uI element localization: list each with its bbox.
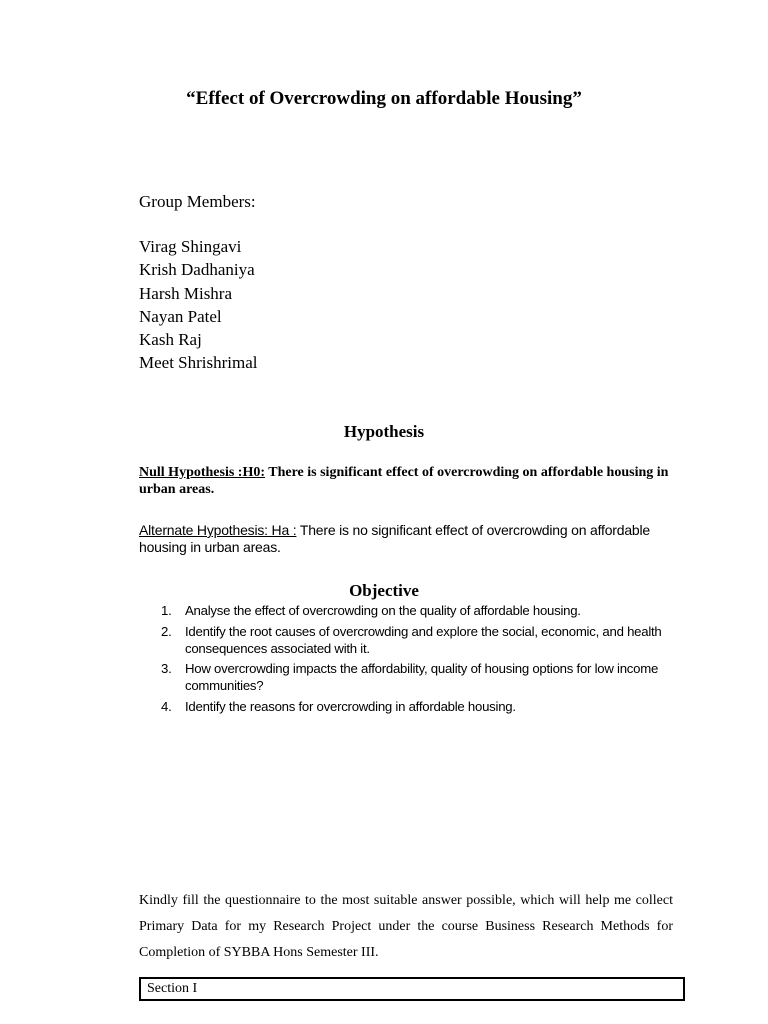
member-name: Nayan Patel — [139, 306, 222, 326]
null-hypothesis-label: Null Hypothesis :H0: — [139, 465, 266, 480]
alternate-hypothesis — [139, 522, 684, 556]
objective-heading: Objective — [349, 581, 419, 600]
document-title: “Effect of Overcrowding on affordable Housing” — [186, 88, 582, 109]
member-name: Krish Dadhaniya — [139, 260, 255, 280]
objective-text: Analyse the effect of overcrowding on the quality of affordable housing. — [185, 603, 581, 618]
alternate-hypothesis-text: There is no significant effect of overcrowding on affordable housing in urban areas. — [139, 522, 651, 555]
hypothesis-heading: Hypothesis — [343, 422, 425, 441]
group-members-list — [139, 235, 258, 375]
objective-number: 4. — [161, 698, 172, 714]
null-hypothesis — [139, 464, 684, 498]
group-members-label: Group Members: — [139, 192, 256, 211]
objectives-list — [139, 602, 684, 718]
objective-text: Identify the root causes of overcrowding and explore the social, economic, and health consequences associated with it. — [185, 623, 662, 656]
member-name: Kash Raj — [139, 330, 202, 350]
null-hypothesis-text: There is significant effect of overcrowding on affordable housing in urban areas. — [139, 465, 669, 497]
objective-text: How overcrowding impacts the affordability, quality of housing options for low income communities? — [185, 661, 659, 693]
objective-item — [139, 698, 684, 715]
section-box — [139, 977, 685, 1001]
alternate-hypothesis-label: Alternate Hypothesis: Ha : — [139, 522, 297, 538]
objective-text: Identify the reasons for overcrowding in affordable housing. — [185, 698, 516, 714]
member-name: Meet Shrishrimal — [139, 353, 258, 373]
objective-number: 3. — [161, 661, 172, 676]
objective-item — [139, 660, 684, 694]
questionnaire-intro: Kindly fill the questionnaire to the most suitable answer possible, which will help me collect Primary Data for my Research Project under the course Business Research Methods for Completion of SYBBA Hons Semester III. — [139, 893, 673, 960]
member-name: Harsh Mishra — [139, 283, 233, 303]
section-label: Section I — [147, 981, 198, 996]
objective-number: 2. — [161, 623, 172, 639]
objective-item — [139, 623, 684, 657]
objective-item — [139, 602, 684, 619]
objective-number: 1. — [161, 603, 172, 618]
member-name: Virag Shingavi — [139, 237, 242, 256]
